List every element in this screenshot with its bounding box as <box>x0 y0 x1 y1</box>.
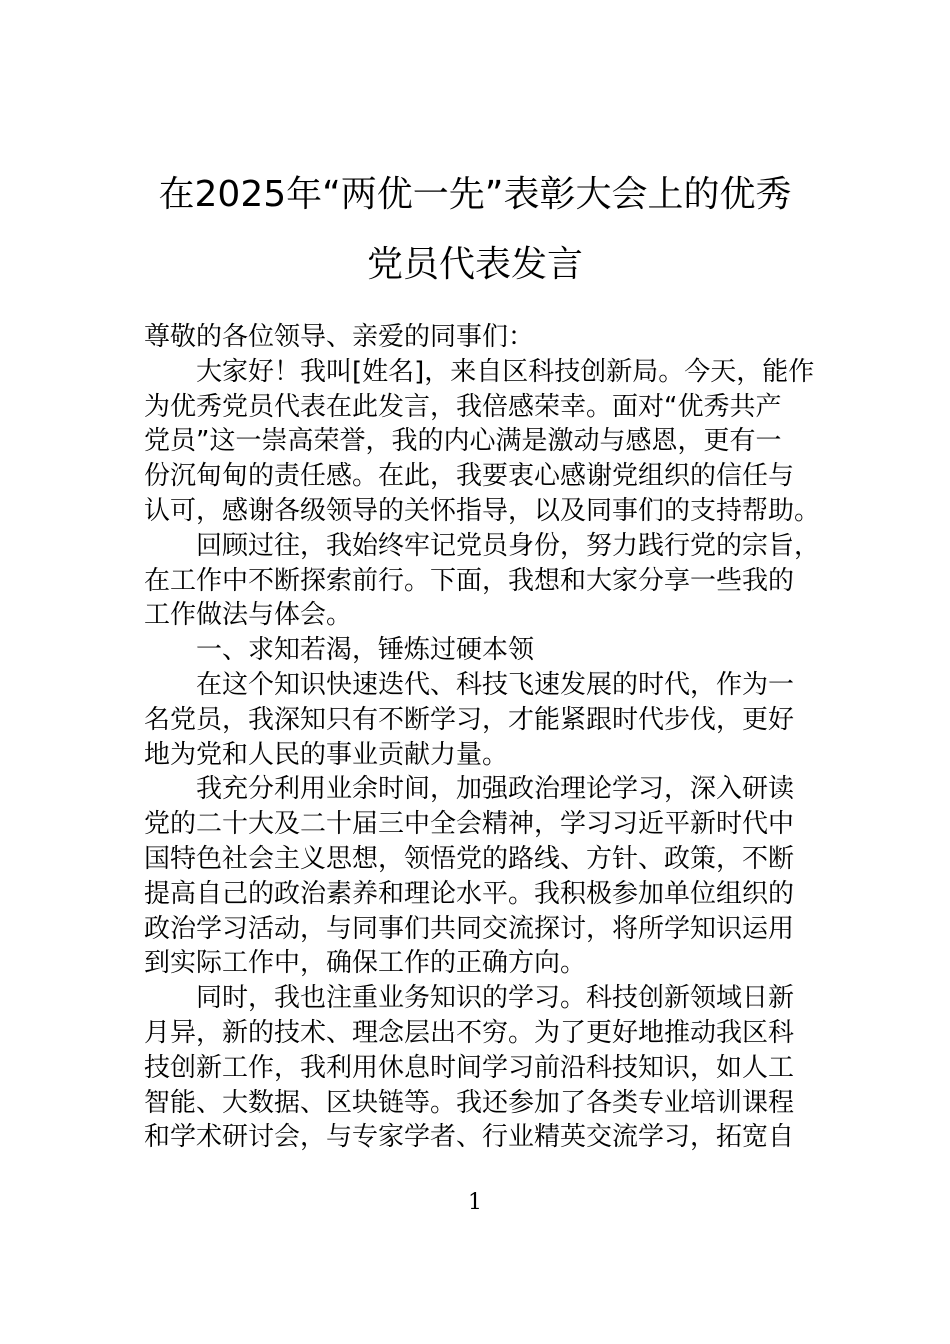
paragraph-line: 工作做法与体会。 <box>144 600 353 631</box>
paragraph-line: 地为党和人民的事业贡献力量。 <box>144 739 509 770</box>
document-body <box>144 320 824 1155</box>
paragraph-line: 名党员，我深知只有不断学习，才能紧跟时代步伐，更好 <box>144 704 795 735</box>
document-title-line-1: 在2025年“两优一先”表彰大会上的优秀 <box>158 174 792 215</box>
paragraph-line: 党的二十大及二十届三中全会精神，学习习近平新时代中 <box>144 809 795 840</box>
paragraph-line: 我充分利用业余时间，加强政治理论学习，深入研读 <box>196 774 795 805</box>
paragraph-line: 技创新工作，我利用休息时间学习前沿科技知识，如人工 <box>144 1052 795 1083</box>
salutation: 尊敬的各位领导、亲爱的同事们： <box>144 322 535 352</box>
paragraph-line: 智能、大数据、区块链等。我还参加了各类专业培训课程 <box>144 1087 795 1118</box>
paragraph-line: 同时，我也注重业务知识的学习。科技创新领域日新 <box>196 983 795 1014</box>
document-title-line-2: 党员代表发言 <box>366 244 583 285</box>
section-heading: 一、求知若渴，锤炼过硬本领 <box>196 635 535 666</box>
paragraph-line: 和学术研讨会，与专家学者、行业精英交流学习，拓宽自 <box>144 1122 795 1153</box>
paragraph-line: 份沉甸甸的责任感。在此，我要衷心感谢党组织的信任与 <box>144 461 795 492</box>
paragraph-line: 回顾过往，我始终牢记党员身份，努力践行党的宗旨， <box>196 530 821 561</box>
paragraph-line: 在这个知识快速迭代、科技飞速发展的时代，作为一 <box>196 669 795 700</box>
paragraph-line: 月异，新的技术、理念层出不穷。为了更好地推动我区科 <box>144 1017 795 1048</box>
paragraph-line: 政治学习活动，与同事们共同交流探讨，将所学知识运用 <box>144 913 795 944</box>
paragraph-line: 大家好！我叫[姓名]，来自区科技创新局。今天，能作 <box>196 356 815 387</box>
paragraph-line: 国特色社会主义思想，领悟党的路线、方针、政策，不断 <box>144 843 795 874</box>
paragraph-line: 党员”这一崇高荣誉，我的内心满是激动与感恩，更有一 <box>144 426 782 457</box>
paragraph-line: 到实际工作中，确保工作的正确方向。 <box>144 948 587 979</box>
paragraph-line: 为优秀党员代表在此发言，我倍感荣幸。面对“优秀共产 <box>144 391 782 422</box>
page-number: 1 <box>468 1190 482 1215</box>
paragraph-line: 认可，感谢各级领导的关怀指导，以及同事们的支持帮助。 <box>144 495 821 526</box>
paragraph-line: 在工作中不断探索前行。下面，我想和大家分享一些我的 <box>144 565 795 596</box>
paragraph-line: 提高自己的政治素养和理论水平。我积极参加单位组织的 <box>144 878 795 909</box>
